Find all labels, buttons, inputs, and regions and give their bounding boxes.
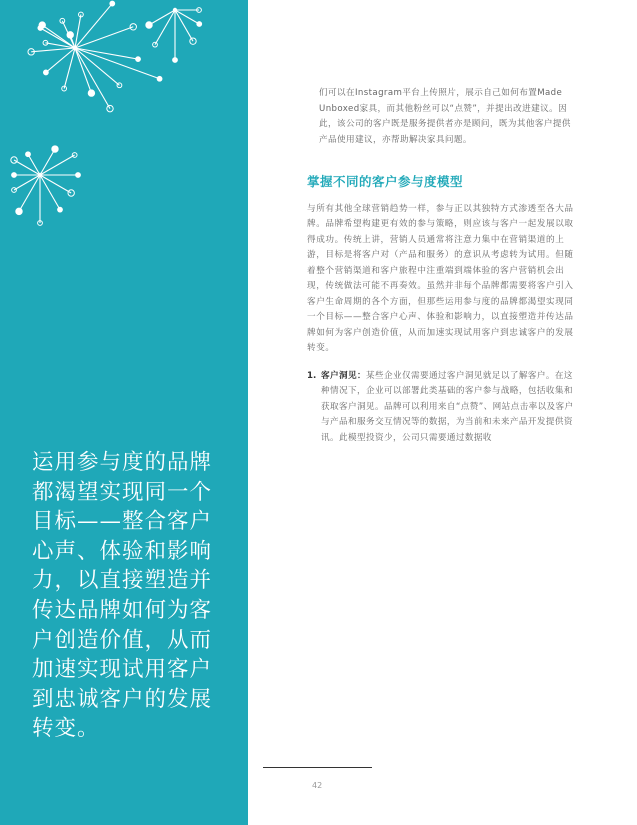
article-column (307, 86, 575, 446)
page-number: 42 (312, 781, 323, 790)
burst-node (16, 208, 22, 214)
burst-node (58, 207, 63, 212)
footer-rule (263, 767, 372, 768)
burst-node (76, 173, 81, 178)
burst-node (136, 57, 141, 62)
burst-node (43, 70, 48, 75)
list-label: 客户洞见： (321, 370, 366, 381)
burst-spoke (64, 48, 75, 89)
intro-paragraph: 们可以在Instagram平台上传照片，展示自己如何布置Made Unboxed家具，而其他粉丝可以“点赞”，并提出改进建议。因此，该公司的客户既是服务提供者亦是顾问，既为其他客户提供产品使用建议，亦帮助解决家具问题。 (319, 88, 571, 145)
burst-node (146, 22, 152, 28)
burst-node (26, 152, 31, 157)
burst-spoke (75, 48, 110, 109)
section-heading: 掌握不同的客户参与度模型 (307, 174, 464, 189)
burst-node (52, 146, 58, 152)
burst-spoke (31, 48, 75, 52)
starburst-decoration (0, 0, 248, 270)
pull-quote: 运用参与度的品牌都渴望实现同一个目标——整合客户心声、体验和影响力，以直接塑造并传达品牌如何为客户创造价值，从而加速实现试用客户到忠诚客户的发展转变。 (32, 450, 213, 742)
burst-node (12, 173, 17, 178)
burst-node (68, 190, 74, 196)
burst-node (173, 58, 178, 63)
list-number: 1. (307, 370, 317, 381)
list-text (321, 369, 575, 447)
burst-node (39, 22, 45, 28)
burst-node (110, 1, 115, 6)
list-item (307, 369, 575, 447)
burst-node (157, 76, 162, 81)
burst-node (88, 90, 94, 96)
burst-node (197, 22, 202, 27)
burst-spoke (46, 48, 75, 72)
burst-spoke (75, 15, 81, 48)
burst-spoke (75, 48, 138, 59)
body-paragraph: 与所有其他全球营销趋势一样，参与正以其独特方式渗透至各大品牌。品牌希望构建更有效的参与策略，则应该与客户一起发展以取得成功。传统上讲，营销人员通常将注意力集中在营销渠道的上游，目标是将客户对（产品和服务）的意识从考虑转为试用。但随着整个营销渠道和客户旅程中注重端到端体验的客户营销机会出现，传统做法可能不再奏效。虽然并非每个品牌都需要将客户引入客户生命周期的各个方面，但那些运用参与度的品牌都渴望实现同一个目标——整合客户心声、体验和影响力，以直接塑造并传达品牌如何为客户创造价值，从而加速实现试用客户到忠诚客户的发展转变。 (307, 203, 574, 353)
burst-node (60, 18, 65, 23)
burst-spoke (75, 48, 160, 79)
list-body: 某些企业仅需要通过客户洞见就足以了解客户。在这种情况下，企业可以部署此类基础的客户参与战略，包括收集和获取客户洞见。品牌可以利用来自“点赞”、网站点击率以及客户与产品和服务交互情况等的数据，为当前和未来产品开发提供资讯。此模型投资少，公司只需要通过数据收 (321, 370, 574, 443)
sidebar-panel (0, 0, 248, 825)
